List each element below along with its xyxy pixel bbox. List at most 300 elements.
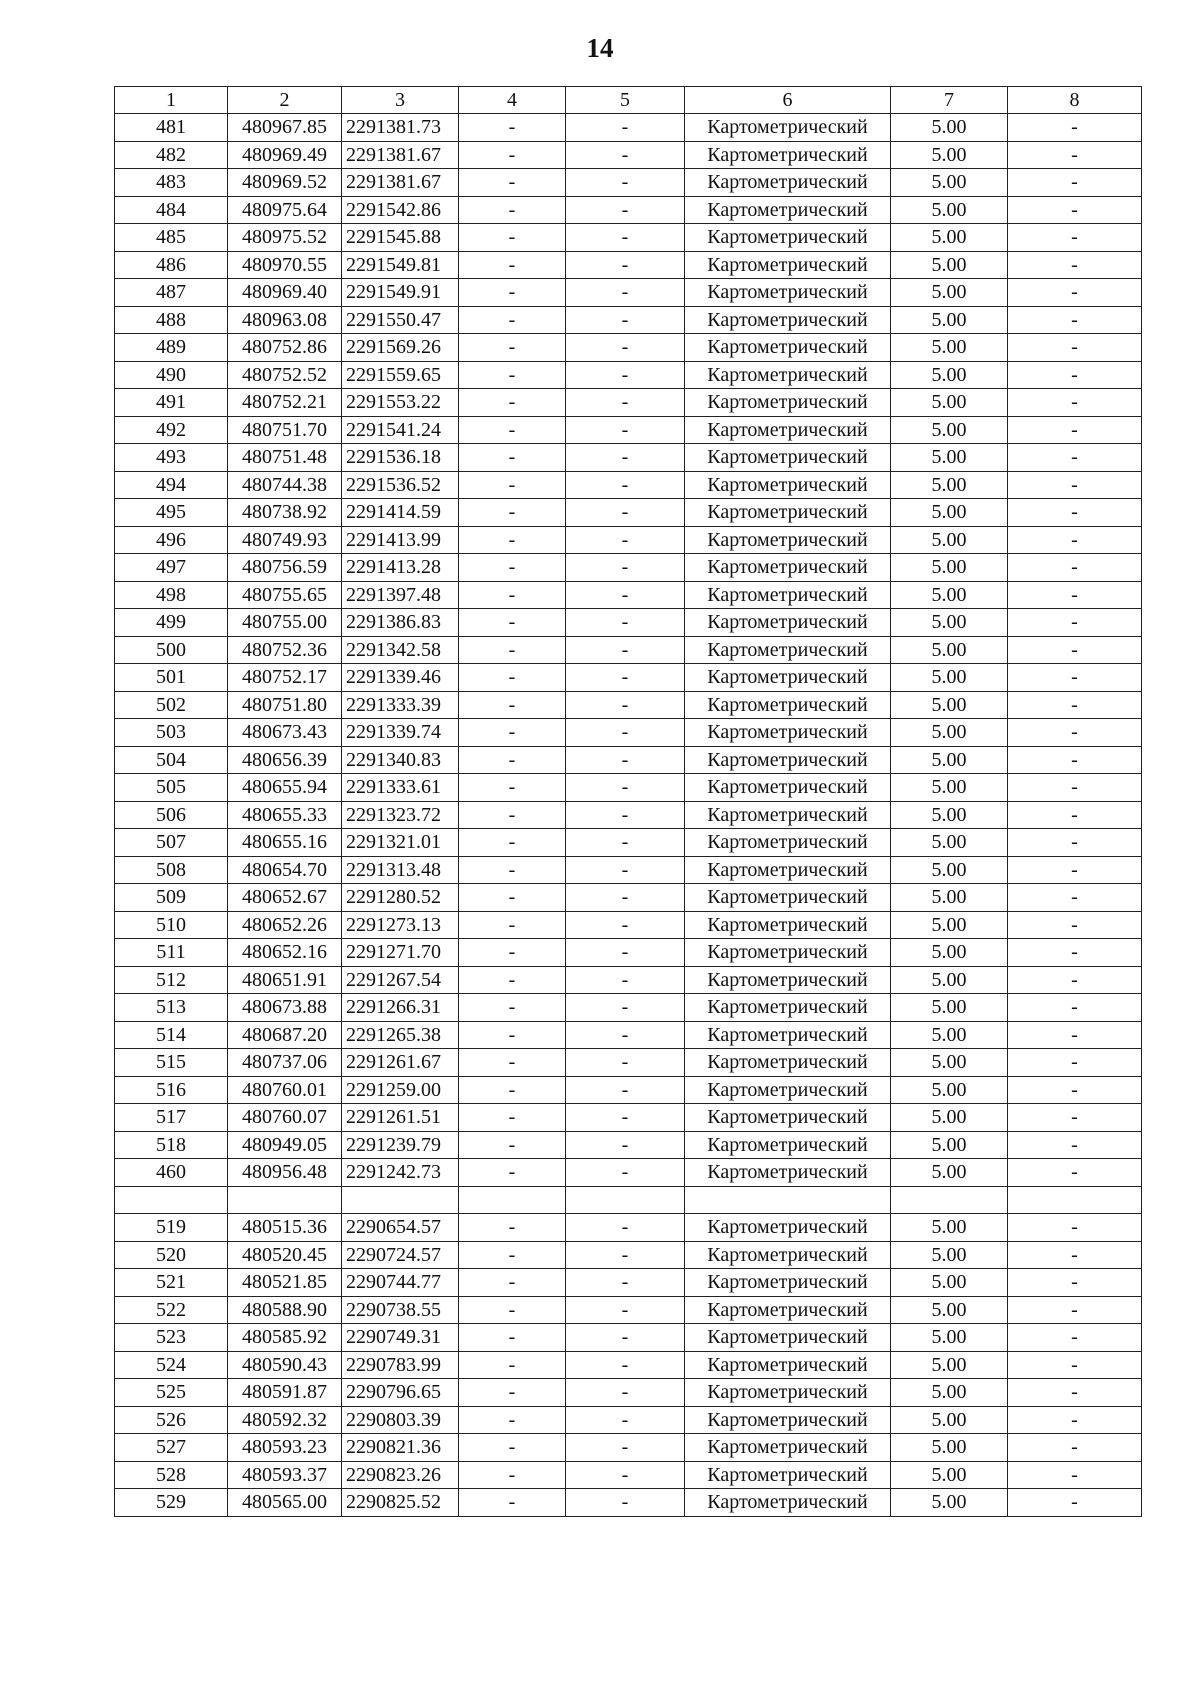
method-cell: Картометрический bbox=[685, 224, 891, 252]
column-4-cell: - bbox=[459, 1296, 566, 1324]
point-number-cell: 518 bbox=[115, 1131, 228, 1159]
y-coordinate-cell: 2291413.99 bbox=[342, 526, 459, 554]
accuracy-cell: 5.00 bbox=[891, 279, 1008, 307]
x-coordinate-cell: 480752.21 bbox=[228, 389, 342, 417]
column-8-cell: - bbox=[1008, 1351, 1142, 1379]
point-number-cell: 488 bbox=[115, 306, 228, 334]
point-number-cell: 481 bbox=[115, 114, 228, 142]
table-row bbox=[115, 746, 1142, 774]
y-coordinate-cell: 2290744.77 bbox=[342, 1269, 459, 1297]
column-5-cell: - bbox=[566, 609, 685, 637]
point-number-cell: 495 bbox=[115, 499, 228, 527]
method-cell: Картометрический bbox=[685, 609, 891, 637]
table-row bbox=[115, 1489, 1142, 1517]
column-8-cell: - bbox=[1008, 1461, 1142, 1489]
x-coordinate-cell: 480591.87 bbox=[228, 1379, 342, 1407]
accuracy-cell: 5.00 bbox=[891, 416, 1008, 444]
accuracy-cell: 5.00 bbox=[891, 801, 1008, 829]
method-cell: Картометрический bbox=[685, 664, 891, 692]
x-coordinate-cell: 480755.65 bbox=[228, 581, 342, 609]
table-row bbox=[115, 1324, 1142, 1352]
column-8-cell: - bbox=[1008, 499, 1142, 527]
x-coordinate-cell: 480737.06 bbox=[228, 1049, 342, 1077]
column-5-cell: - bbox=[566, 1049, 685, 1077]
column-8-cell: - bbox=[1008, 829, 1142, 857]
column-8-cell: - bbox=[1008, 1296, 1142, 1324]
header-row bbox=[115, 87, 1142, 114]
column-4-cell: - bbox=[459, 444, 566, 472]
column-5-cell: - bbox=[566, 966, 685, 994]
x-coordinate-cell: 480656.39 bbox=[228, 746, 342, 774]
point-number-cell: 512 bbox=[115, 966, 228, 994]
table-row bbox=[115, 994, 1142, 1022]
column-4-cell: - bbox=[459, 719, 566, 747]
header-cell-4: 4 bbox=[459, 87, 566, 114]
header-cell-5: 5 bbox=[566, 87, 685, 114]
column-4-cell: - bbox=[459, 361, 566, 389]
point-number-cell: 521 bbox=[115, 1269, 228, 1297]
column-4-cell: - bbox=[459, 251, 566, 279]
y-coordinate-cell: 2290738.55 bbox=[342, 1296, 459, 1324]
column-4-cell: - bbox=[459, 416, 566, 444]
x-coordinate-cell: 480760.07 bbox=[228, 1104, 342, 1132]
table-row bbox=[115, 499, 1142, 527]
point-number-cell: 492 bbox=[115, 416, 228, 444]
x-coordinate-cell: 480752.36 bbox=[228, 636, 342, 664]
accuracy-cell: 5.00 bbox=[891, 1021, 1008, 1049]
method-cell: Картометрический bbox=[685, 1296, 891, 1324]
table-row bbox=[115, 829, 1142, 857]
x-coordinate-cell: 480588.90 bbox=[228, 1296, 342, 1324]
method-cell: Картометрический bbox=[685, 829, 891, 857]
y-coordinate-cell: 2290724.57 bbox=[342, 1241, 459, 1269]
point-number-cell: 460 bbox=[115, 1159, 228, 1187]
column-5-cell: - bbox=[566, 224, 685, 252]
method-cell: Картометрический bbox=[685, 251, 891, 279]
column-4-cell: - bbox=[459, 196, 566, 224]
method-cell: Картометрический bbox=[685, 196, 891, 224]
column-5-cell: - bbox=[566, 279, 685, 307]
x-coordinate-cell: 480515.36 bbox=[228, 1214, 342, 1242]
column-5-cell: - bbox=[566, 114, 685, 142]
table-row bbox=[115, 1049, 1142, 1077]
point-number-cell: 485 bbox=[115, 224, 228, 252]
column-8-cell: - bbox=[1008, 939, 1142, 967]
column-4-cell: - bbox=[459, 856, 566, 884]
y-coordinate-cell: 2291559.65 bbox=[342, 361, 459, 389]
method-cell: Картометрический bbox=[685, 1049, 891, 1077]
column-5-cell: - bbox=[566, 1076, 685, 1104]
y-coordinate-cell: 2291541.24 bbox=[342, 416, 459, 444]
table-row bbox=[115, 939, 1142, 967]
column-8-cell: - bbox=[1008, 251, 1142, 279]
column-8-cell: - bbox=[1008, 801, 1142, 829]
column-4-cell: - bbox=[459, 471, 566, 499]
y-coordinate-cell: 2291550.47 bbox=[342, 306, 459, 334]
header-cell-2: 2 bbox=[228, 87, 342, 114]
method-cell: Картометрический bbox=[685, 774, 891, 802]
x-coordinate-cell: 480673.43 bbox=[228, 719, 342, 747]
column-5-cell: - bbox=[566, 691, 685, 719]
point-number-cell: 487 bbox=[115, 279, 228, 307]
column-4-cell: - bbox=[459, 141, 566, 169]
table-row bbox=[115, 1076, 1142, 1104]
y-coordinate-cell: 2291313.48 bbox=[342, 856, 459, 884]
point-number-cell: 504 bbox=[115, 746, 228, 774]
column-5-cell: - bbox=[566, 554, 685, 582]
point-number-cell: 484 bbox=[115, 196, 228, 224]
point-number-cell: 511 bbox=[115, 939, 228, 967]
column-5-cell: - bbox=[566, 1324, 685, 1352]
x-coordinate-cell: 480956.48 bbox=[228, 1159, 342, 1187]
y-coordinate-cell: 2291542.86 bbox=[342, 196, 459, 224]
column-8-cell: - bbox=[1008, 1489, 1142, 1517]
point-number-cell: 517 bbox=[115, 1104, 228, 1132]
y-coordinate-cell: 2291545.88 bbox=[342, 224, 459, 252]
column-4-cell: - bbox=[459, 1406, 566, 1434]
y-coordinate-cell: 2291569.26 bbox=[342, 334, 459, 362]
column-8-cell: - bbox=[1008, 636, 1142, 664]
x-coordinate-cell: 480652.26 bbox=[228, 911, 342, 939]
column-5-cell: - bbox=[566, 1269, 685, 1297]
point-number-cell: 508 bbox=[115, 856, 228, 884]
method-cell: Картометрический bbox=[685, 1214, 891, 1242]
column-5-cell: - bbox=[566, 389, 685, 417]
point-number-cell: 497 bbox=[115, 554, 228, 582]
point-number-cell: 509 bbox=[115, 884, 228, 912]
column-4-cell: - bbox=[459, 554, 566, 582]
table-row bbox=[115, 1186, 1142, 1214]
x-coordinate-cell: 480751.70 bbox=[228, 416, 342, 444]
column-8-cell: - bbox=[1008, 224, 1142, 252]
table-row bbox=[115, 361, 1142, 389]
accuracy-cell: 5.00 bbox=[891, 1241, 1008, 1269]
point-number-cell: 500 bbox=[115, 636, 228, 664]
point-number-cell: 482 bbox=[115, 141, 228, 169]
point-number-cell: 503 bbox=[115, 719, 228, 747]
point-number-cell: 515 bbox=[115, 1049, 228, 1077]
accuracy-cell: 5.00 bbox=[891, 141, 1008, 169]
point-number-cell: 506 bbox=[115, 801, 228, 829]
column-8-cell: - bbox=[1008, 361, 1142, 389]
x-coordinate-cell: 480751.48 bbox=[228, 444, 342, 472]
method-cell: Картометрический bbox=[685, 581, 891, 609]
y-coordinate-cell: 2290825.52 bbox=[342, 1489, 459, 1517]
header-cell-3: 3 bbox=[342, 87, 459, 114]
column-4-cell: - bbox=[459, 526, 566, 554]
x-coordinate-cell: 480760.01 bbox=[228, 1076, 342, 1104]
column-8-cell: - bbox=[1008, 994, 1142, 1022]
column-5-cell: - bbox=[566, 1461, 685, 1489]
column-8-cell: - bbox=[1008, 581, 1142, 609]
column-8-cell: - bbox=[1008, 966, 1142, 994]
column-4-cell: - bbox=[459, 966, 566, 994]
x-coordinate-cell: 480673.88 bbox=[228, 994, 342, 1022]
point-number-cell: 491 bbox=[115, 389, 228, 417]
column-5-cell: - bbox=[566, 1351, 685, 1379]
column-4-cell: - bbox=[459, 1241, 566, 1269]
method-cell: Картометрический bbox=[685, 389, 891, 417]
x-coordinate-cell: 480651.91 bbox=[228, 966, 342, 994]
accuracy-cell: 5.00 bbox=[891, 609, 1008, 637]
table-row bbox=[115, 251, 1142, 279]
x-coordinate-cell: 480655.33 bbox=[228, 801, 342, 829]
column-5-cell: - bbox=[566, 1434, 685, 1462]
method-cell: Картометрический bbox=[685, 1241, 891, 1269]
column-4-cell: - bbox=[459, 939, 566, 967]
column-8-cell: - bbox=[1008, 1104, 1142, 1132]
column-5-cell: - bbox=[566, 664, 685, 692]
accuracy-cell: 5.00 bbox=[891, 526, 1008, 554]
method-cell: Картометрический bbox=[685, 444, 891, 472]
accuracy-cell: 5.00 bbox=[891, 471, 1008, 499]
method-cell: Картометрический bbox=[685, 1489, 891, 1517]
x-coordinate-cell: 480593.37 bbox=[228, 1461, 342, 1489]
column-4-cell: - bbox=[459, 389, 566, 417]
column-5-cell: - bbox=[566, 746, 685, 774]
y-coordinate-cell: 2291553.22 bbox=[342, 389, 459, 417]
accuracy-cell: 5.00 bbox=[891, 1076, 1008, 1104]
table-row bbox=[115, 911, 1142, 939]
table-row bbox=[115, 526, 1142, 554]
method-cell: Картометрический bbox=[685, 416, 891, 444]
column-5-cell: - bbox=[566, 636, 685, 664]
accuracy-cell: 5.00 bbox=[891, 361, 1008, 389]
x-coordinate-cell: 480963.08 bbox=[228, 306, 342, 334]
x-coordinate-cell: 480654.70 bbox=[228, 856, 342, 884]
method-cell: Картометрический bbox=[685, 114, 891, 142]
column-8-cell: - bbox=[1008, 746, 1142, 774]
column-8-cell: - bbox=[1008, 416, 1142, 444]
point-number-cell: 520 bbox=[115, 1241, 228, 1269]
y-coordinate-cell: 2291280.52 bbox=[342, 884, 459, 912]
column-8-cell: - bbox=[1008, 306, 1142, 334]
x-coordinate-cell: 480975.52 bbox=[228, 224, 342, 252]
column-8-cell: - bbox=[1008, 719, 1142, 747]
accuracy-cell: 5.00 bbox=[891, 1324, 1008, 1352]
x-coordinate-cell: 480969.52 bbox=[228, 169, 342, 197]
column-4-cell: - bbox=[459, 169, 566, 197]
column-4-cell: - bbox=[459, 581, 566, 609]
accuracy-cell: 5.00 bbox=[891, 636, 1008, 664]
table-row bbox=[115, 1461, 1142, 1489]
column-4-cell: - bbox=[459, 1461, 566, 1489]
column-4-cell: - bbox=[459, 801, 566, 829]
column-8-cell: - bbox=[1008, 1021, 1142, 1049]
y-coordinate-cell: 2291340.83 bbox=[342, 746, 459, 774]
column-5-cell: - bbox=[566, 526, 685, 554]
method-cell: Картометрический bbox=[685, 169, 891, 197]
y-coordinate-cell: 2290796.65 bbox=[342, 1379, 459, 1407]
point-number-cell: 493 bbox=[115, 444, 228, 472]
point-number-cell: 526 bbox=[115, 1406, 228, 1434]
column-4-cell: - bbox=[459, 1076, 566, 1104]
column-4-cell: - bbox=[459, 774, 566, 802]
column-8-cell: - bbox=[1008, 1379, 1142, 1407]
table-row bbox=[115, 609, 1142, 637]
method-cell: Картометрический bbox=[685, 1104, 891, 1132]
y-coordinate-cell: 2290823.26 bbox=[342, 1461, 459, 1489]
y-coordinate-cell: 2291397.48 bbox=[342, 581, 459, 609]
point-number-cell: 494 bbox=[115, 471, 228, 499]
column-5-cell: - bbox=[566, 801, 685, 829]
accuracy-cell: 5.00 bbox=[891, 1049, 1008, 1077]
column-5-cell: - bbox=[566, 1379, 685, 1407]
table-row bbox=[115, 1351, 1142, 1379]
column-4-cell: - bbox=[459, 224, 566, 252]
table-row bbox=[115, 114, 1142, 142]
table-row bbox=[115, 416, 1142, 444]
column-4-cell: - bbox=[459, 334, 566, 362]
y-coordinate-cell: 2291271.70 bbox=[342, 939, 459, 967]
method-cell: Картометрический bbox=[685, 499, 891, 527]
y-coordinate-cell: 2291536.52 bbox=[342, 471, 459, 499]
table-row bbox=[115, 1159, 1142, 1187]
column-5-cell bbox=[566, 1186, 685, 1214]
x-coordinate-cell: 480565.00 bbox=[228, 1489, 342, 1517]
table-row bbox=[115, 141, 1142, 169]
column-5-cell: - bbox=[566, 334, 685, 362]
point-number-cell: 496 bbox=[115, 526, 228, 554]
table-row bbox=[115, 1406, 1142, 1434]
column-5-cell: - bbox=[566, 1104, 685, 1132]
accuracy-cell: 5.00 bbox=[891, 829, 1008, 857]
column-8-cell: - bbox=[1008, 141, 1142, 169]
x-coordinate-cell: 480755.00 bbox=[228, 609, 342, 637]
method-cell: Картометрический bbox=[685, 1406, 891, 1434]
column-4-cell: - bbox=[459, 884, 566, 912]
column-8-cell: - bbox=[1008, 389, 1142, 417]
x-coordinate-cell: 480521.85 bbox=[228, 1269, 342, 1297]
accuracy-cell: 5.00 bbox=[891, 966, 1008, 994]
header-cell-7: 7 bbox=[891, 87, 1008, 114]
y-coordinate-cell: 2291339.74 bbox=[342, 719, 459, 747]
accuracy-cell: 5.00 bbox=[891, 581, 1008, 609]
point-number-cell: 529 bbox=[115, 1489, 228, 1517]
accuracy-cell: 5.00 bbox=[891, 1406, 1008, 1434]
column-8-cell: - bbox=[1008, 1214, 1142, 1242]
accuracy-cell: 5.00 bbox=[891, 1104, 1008, 1132]
y-coordinate-cell: 2291267.54 bbox=[342, 966, 459, 994]
method-cell: Картометрический bbox=[685, 1351, 891, 1379]
column-8-cell: - bbox=[1008, 856, 1142, 884]
column-5-cell: - bbox=[566, 856, 685, 884]
column-4-cell: - bbox=[459, 114, 566, 142]
accuracy-cell: 5.00 bbox=[891, 196, 1008, 224]
method-cell: Картометрический bbox=[685, 141, 891, 169]
y-coordinate-cell: 2291381.67 bbox=[342, 169, 459, 197]
accuracy-cell: 5.00 bbox=[891, 1434, 1008, 1462]
point-number-cell: 507 bbox=[115, 829, 228, 857]
table-row bbox=[115, 966, 1142, 994]
accuracy-cell: 5.00 bbox=[891, 1214, 1008, 1242]
y-coordinate-cell: 2290749.31 bbox=[342, 1324, 459, 1352]
accuracy-cell: 5.00 bbox=[891, 1351, 1008, 1379]
method-cell: Картометрический bbox=[685, 636, 891, 664]
method-cell: Картометрический bbox=[685, 1159, 891, 1187]
table-row bbox=[115, 1379, 1142, 1407]
method-cell: Картометрический bbox=[685, 966, 891, 994]
y-coordinate-cell: 2291549.81 bbox=[342, 251, 459, 279]
column-4-cell: - bbox=[459, 1104, 566, 1132]
point-number-cell: 486 bbox=[115, 251, 228, 279]
table-row bbox=[115, 774, 1142, 802]
table-row bbox=[115, 636, 1142, 664]
column-8-cell: - bbox=[1008, 554, 1142, 582]
column-8-cell: - bbox=[1008, 1049, 1142, 1077]
column-8-cell: - bbox=[1008, 1406, 1142, 1434]
y-coordinate-cell: 2290821.36 bbox=[342, 1434, 459, 1462]
column-4-cell: - bbox=[459, 279, 566, 307]
accuracy-cell: 5.00 bbox=[891, 746, 1008, 774]
column-5-cell: - bbox=[566, 306, 685, 334]
column-4-cell: - bbox=[459, 1324, 566, 1352]
y-coordinate-cell: 2291414.59 bbox=[342, 499, 459, 527]
column-8-cell: - bbox=[1008, 444, 1142, 472]
table-row bbox=[115, 581, 1142, 609]
accuracy-cell: 5.00 bbox=[891, 691, 1008, 719]
method-cell: Картометрический bbox=[685, 1324, 891, 1352]
column-5-cell: - bbox=[566, 1131, 685, 1159]
accuracy-cell: 5.00 bbox=[891, 1489, 1008, 1517]
column-4-cell: - bbox=[459, 499, 566, 527]
accuracy-cell: 5.00 bbox=[891, 114, 1008, 142]
y-coordinate-cell: 2290654.57 bbox=[342, 1214, 459, 1242]
column-5-cell: - bbox=[566, 141, 685, 169]
method-cell: Картометрический bbox=[685, 911, 891, 939]
column-4-cell: - bbox=[459, 1489, 566, 1517]
point-number-cell: 516 bbox=[115, 1076, 228, 1104]
method-cell: Картометрический bbox=[685, 801, 891, 829]
column-8-cell: - bbox=[1008, 884, 1142, 912]
table-body bbox=[115, 114, 1142, 1517]
accuracy-cell: 5.00 bbox=[891, 306, 1008, 334]
accuracy-cell: 5.00 bbox=[891, 251, 1008, 279]
accuracy-cell: 5.00 bbox=[891, 994, 1008, 1022]
y-coordinate-cell: 2291549.91 bbox=[342, 279, 459, 307]
y-coordinate-cell: 2290783.99 bbox=[342, 1351, 459, 1379]
accuracy-cell: 5.00 bbox=[891, 911, 1008, 939]
column-8-cell: - bbox=[1008, 334, 1142, 362]
column-4-cell: - bbox=[459, 911, 566, 939]
table-row bbox=[115, 1214, 1142, 1242]
table-row bbox=[115, 1269, 1142, 1297]
point-number-cell: 525 bbox=[115, 1379, 228, 1407]
table-row bbox=[115, 1131, 1142, 1159]
column-5-cell: - bbox=[566, 361, 685, 389]
accuracy-cell: 5.00 bbox=[891, 1159, 1008, 1187]
accuracy-cell: 5.00 bbox=[891, 444, 1008, 472]
x-coordinate-cell: 480967.85 bbox=[228, 114, 342, 142]
x-coordinate-cell: 480752.86 bbox=[228, 334, 342, 362]
x-coordinate-cell: 480970.55 bbox=[228, 251, 342, 279]
column-5-cell: - bbox=[566, 1489, 685, 1517]
method-cell: Картометрический bbox=[685, 1131, 891, 1159]
column-4-cell: - bbox=[459, 746, 566, 774]
header-cell-1: 1 bbox=[115, 87, 228, 114]
method-cell: Картометрический bbox=[685, 691, 891, 719]
accuracy-cell: 5.00 bbox=[891, 856, 1008, 884]
table-row bbox=[115, 719, 1142, 747]
point-number-cell: 489 bbox=[115, 334, 228, 362]
x-coordinate-cell: 480590.43 bbox=[228, 1351, 342, 1379]
point-number-cell: 483 bbox=[115, 169, 228, 197]
accuracy-cell: 5.00 bbox=[891, 719, 1008, 747]
column-4-cell bbox=[459, 1186, 566, 1214]
x-coordinate-cell: 480593.23 bbox=[228, 1434, 342, 1462]
x-coordinate-cell: 480687.20 bbox=[228, 1021, 342, 1049]
y-coordinate-cell: 2291381.73 bbox=[342, 114, 459, 142]
